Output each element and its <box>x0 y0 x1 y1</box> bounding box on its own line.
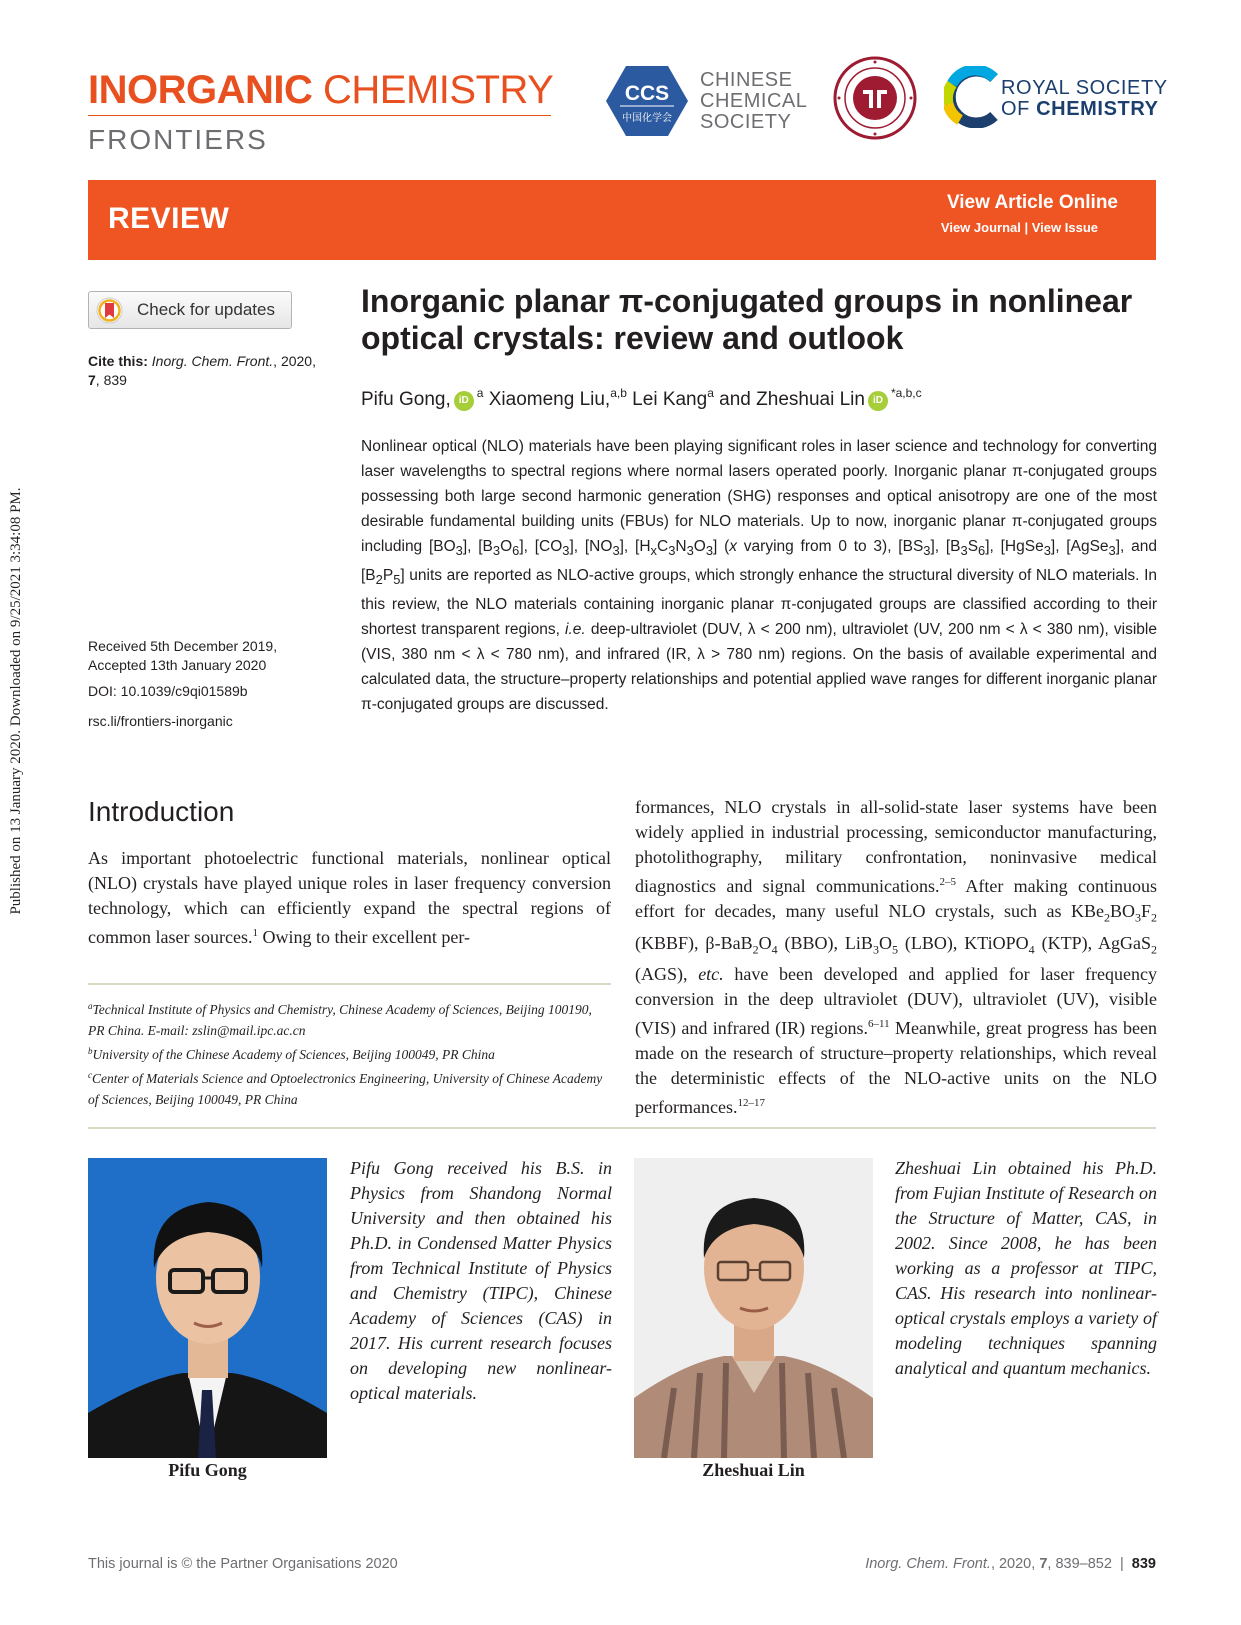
author-gong-affil: a <box>476 386 484 400</box>
affiliation-b <box>88 1041 611 1065</box>
download-stamp: Published on 13 January 2020. Downloaded on 9/25/2021 3:34:08 PM. <box>8 487 24 915</box>
cite-page: , 839 <box>95 372 127 388</box>
citation-ref[interactable]: 12–17 <box>737 1097 765 1110</box>
crossmark-icon <box>96 297 123 324</box>
affiliation-mark: a <box>88 1001 93 1011</box>
abstract-text: P <box>382 567 394 585</box>
article-type-banner <box>88 180 1156 260</box>
view-journal-link[interactable]: View Journal <box>940 220 1021 235</box>
journal-title-light: CHEMISTRY <box>312 68 554 112</box>
ccs-name <box>700 70 807 133</box>
cite-year: , 2020, <box>273 353 316 369</box>
affiliation-text: Technical Institute of Physics and Chemistry, Chinese Academy of Sciences, Beijing 100190, PR China. E-mail: zslin@mail.ipc.ac.cn <box>88 1002 592 1038</box>
body-text: BO <box>1109 901 1135 921</box>
page-footer <box>865 1556 1156 1572</box>
subscript: 2 <box>1151 942 1157 957</box>
subscript: 5 <box>393 572 401 588</box>
subscript: 4 <box>1028 942 1035 957</box>
subscript: 3 <box>872 942 879 957</box>
subscript: 3 <box>923 543 931 559</box>
journal-title-rule <box>88 115 551 116</box>
cite-label: Cite this: <box>88 353 148 369</box>
body-text: After making continuous effort for decades, many useful NLO crystals, such as KBe <box>635 876 1157 921</box>
citation-ref[interactable]: 6–11 <box>868 1018 890 1031</box>
subscript: 3 <box>1043 543 1051 559</box>
ccs-logo-text: CCS <box>624 82 670 105</box>
ccs-logo <box>606 66 688 136</box>
citation-ref[interactable]: 1 <box>252 927 258 939</box>
footer-volume: 7 <box>1039 1556 1048 1572</box>
intro-column-1 <box>88 846 611 950</box>
citation-ref[interactable]: 2–5 <box>939 876 956 888</box>
author-list <box>361 380 1161 413</box>
subscript: 2 <box>752 942 759 957</box>
abstract-text: Nonlinear optical (NLO) materials have been playing significant roles in laser science and technology for converting laser wavelengths to spectral regions where normal lasers operated poorly. Inorganic planar π-conjugated groups possessing both large second harmonic generation (SHG) responses and optical anisotropy are one of the most desirable fundamental building units (FBUs) for NLO materials. Up to now, inorganic planar π-conjugated groups including [BO <box>361 438 1157 555</box>
subscript: 3 <box>455 543 463 559</box>
biography-lin: Zheshuai Lin obtained his Ph.D. from Fujian Institute of Research on the Structure of Matter, CAS, in 2002. Since 2008, he has been working as a professor at TIPC, CAS. His research into nonlinear-optical crystals employs a variety of modeling techniques spanning analytical and quantum mechanics. <box>895 1158 1157 1378</box>
subscript: 6 <box>978 543 986 559</box>
abstract-text: O <box>500 538 513 555</box>
abstract-text: ], [B <box>462 538 493 555</box>
view-article-online-link[interactable]: View Article Online <box>946 192 1118 213</box>
section-heading-introduction: Introduction <box>88 796 235 827</box>
abstract-text: N <box>675 538 687 555</box>
abstract-text: S <box>967 538 979 555</box>
author-kang: Lei Kang <box>626 389 708 410</box>
ccs-logo-subtext: 中国化学会 <box>622 113 672 124</box>
journal-title <box>88 66 553 114</box>
affiliation-a <box>88 996 611 1041</box>
cite-volume: 7 <box>88 372 96 388</box>
italic-text: i.e. <box>565 621 586 639</box>
abstract-text: O <box>693 538 706 555</box>
affiliation-text: Center of Materials Science and Optoelectronics Engineering, University of Chinese Academy of Sciences, Beijing 100049, PR China <box>88 1071 603 1107</box>
subscript: 3 <box>1108 543 1116 559</box>
check-for-updates-button[interactable] <box>88 291 292 329</box>
abstract-text: ] units are reported as NLO-active groups, which strongly enhance the structural diversity of NLO materials. In this review, the NLO materials containing inorganic planar π-conjugated groups are classified according to their shortest transparent regions, <box>361 567 1157 639</box>
subscript: 3 <box>612 543 620 559</box>
banner-links <box>941 220 1098 235</box>
article-history <box>88 637 348 675</box>
body-text: O <box>758 932 772 953</box>
accepted-date: Accepted 13th January 2020 <box>88 657 267 673</box>
affiliations <box>88 996 611 1110</box>
abstract-text: C <box>656 538 669 555</box>
intro-column-2 <box>635 795 1157 1120</box>
photo-caption-lin: Zheshuai Lin <box>702 1460 805 1480</box>
journal-link[interactable]: rsc.li/frontiers-inorganic <box>88 713 233 729</box>
view-issue-link[interactable]: View Issue <box>1031 220 1098 235</box>
subscript: 3 <box>686 543 694 559</box>
subscript: 4 <box>771 942 778 957</box>
biography-gong: Pifu Gong received his B.S. in Physics from Shandong Normal University and then obtained his Ph.D. in Condensed Matter Physics from Technical Institute of Physics and Chemistry (TIPC), Chinese Academy of Sciences (CAS) in 2017. His current research focuses on developing new nonlinear-optical materials. <box>350 1158 612 1403</box>
author-photo-gong <box>88 1158 327 1458</box>
italic-text: x <box>729 538 738 555</box>
body-text: As important photoelectric functional materials, nonlinear optical (NLO) crystals have played unique roles in laser frequency conversion technology, which can efficiently expand the spectral regions of common laser sources. <box>88 848 611 947</box>
rsc-name-line1: ROYAL SOCIETY <box>1001 77 1168 99</box>
subscript: 3 <box>668 543 676 559</box>
rsc-name-line2 <box>1001 99 1168 120</box>
orcid-icon[interactable]: iD <box>454 391 474 411</box>
portrait-illustration <box>634 1158 873 1458</box>
ccs-name-line1: CHINESE <box>700 69 793 91</box>
abstract-text: ] ( <box>713 538 730 555</box>
orcid-icon[interactable]: iD <box>868 391 888 411</box>
biography-divider <box>88 1127 1156 1129</box>
body-text: (LBO), KTiOPO <box>897 932 1029 953</box>
article-type-label: REVIEW <box>108 202 230 235</box>
footer-year: , 2020, <box>990 1556 1040 1572</box>
body-text: F <box>1140 901 1151 921</box>
portrait-illustration <box>88 1158 327 1458</box>
subscript: 5 <box>891 942 898 957</box>
abstract-text: deep-ultraviolet (DUV, λ < 200 nm), ultraviolet (UV, 200 nm < λ < 380 nm), visible (VIS, 380 nm < λ < 780 nm), and infrared (IR, λ > 780 nm) regions. On the basis of available experimental and calculated data, the structure–property relationships and potential applied wave ranges for different inorganic planar π-conjugated groups are discussed. <box>361 621 1157 714</box>
doi[interactable]: DOI: 10.1039/c9qi01589b <box>88 683 248 699</box>
author-liu: Xiaomeng Liu, <box>483 389 611 410</box>
abstract-text: varying from 0 to 3), [BS <box>737 538 924 555</box>
body-text: (KTP), AgGaS <box>1034 932 1151 953</box>
subscript: 3 <box>562 543 570 559</box>
check-for-updates-label: Check for updates <box>137 300 275 319</box>
copyright-footer: This journal is © the Partner Organisations 2020 <box>88 1556 398 1572</box>
peking-university-seal <box>833 56 917 140</box>
affiliation-mark: c <box>88 1070 92 1080</box>
rsc-name <box>1001 78 1168 120</box>
affiliation-c <box>88 1065 611 1110</box>
author-photo-lin <box>634 1158 873 1458</box>
author-kang-affil: a <box>707 386 714 400</box>
photo-caption-gong: Pifu Gong <box>168 1460 247 1480</box>
subscript: 2 <box>375 572 383 588</box>
footer-separator: | <box>1111 1556 1132 1572</box>
body-text: Owing to their excellent per- <box>257 927 471 947</box>
journal-title-bold: INORGANIC <box>88 68 313 112</box>
author-lin-affil: *a,b,c <box>890 386 922 400</box>
subscript: 2 <box>1103 910 1110 925</box>
body-text: Meanwhile, great progress has been made on the research of structure–property relationships, which reveal the deterministic effects of the NLO-active units on the NLO performances. <box>635 1018 1157 1118</box>
rsc-name-chemistry: CHEMISTRY <box>1036 98 1159 120</box>
received-date: Received 5th December 2019, <box>88 638 278 654</box>
body-text: (AGS), <box>635 964 699 985</box>
subscript: 3 <box>492 543 501 559</box>
author-liu-affil: a,b <box>610 386 627 400</box>
article-title: Inorganic planar π-conjugated groups in nonlinear optical crystals: review and outlook <box>361 283 1133 356</box>
affiliation-mark: b <box>88 1046 93 1056</box>
italic-text: etc. <box>698 964 724 985</box>
body-text: (KBBF), β-BaB <box>635 932 753 953</box>
abstract-text: ], and [B <box>361 538 1157 585</box>
author-gong: Pifu Gong, <box>361 389 451 410</box>
rsc-name-of: OF <box>1001 98 1037 120</box>
footer-pages: , 839–852 <box>1047 1556 1112 1572</box>
footnote-divider <box>88 983 611 985</box>
footer-journal: Inorg. Chem. Front. <box>865 1556 991 1572</box>
page-number: 839 <box>1131 1556 1156 1572</box>
abstract-text: ], [HgSe <box>985 538 1044 555</box>
subscript: 3 <box>705 543 714 559</box>
abstract-text: ], [H <box>619 538 651 555</box>
body-text: O <box>878 932 892 953</box>
abstract-text: ], [B <box>930 538 961 555</box>
abstract-text: ], [AgSe <box>1050 538 1109 555</box>
rsc-logo <box>944 66 998 128</box>
banner-link-separator: | <box>1020 220 1032 235</box>
abstract-text: ], [NO <box>569 538 613 555</box>
subscript: x <box>650 543 657 559</box>
journal-subtitle: FRONTIERS <box>88 124 268 155</box>
abstract-text: ], [CO <box>519 538 563 555</box>
body-text: formances, NLO crystals in all-solid-state laser systems have been widely applied in industrial processing, semiconductor manufacturing, photolithography, military confrontation, noninvasive medical diagnostics and signal communications. <box>635 797 1157 896</box>
author-lin: and Zheshuai Lin <box>713 389 865 410</box>
body-text: (BBO), LiB <box>777 932 873 953</box>
affiliation-text: University of the Chinese Academy of Sciences, Beijing 100049, PR China <box>92 1047 495 1062</box>
subscript: 3 <box>1134 910 1141 925</box>
cite-journal: Inorg. Chem. Front. <box>147 353 274 369</box>
subscript: 6 <box>512 543 520 559</box>
citation <box>88 352 348 390</box>
subscript: 3 <box>960 543 968 559</box>
body-text: have been developed and applied for laser frequency conversion in the deep ultraviolet (DUV), ultraviolet (UV), visible (VIS) and infrared (IR) regions. <box>635 964 1157 1039</box>
abstract <box>361 434 1157 717</box>
ccs-name-line2: CHEMICAL <box>700 90 808 112</box>
subscript: 2 <box>1151 910 1157 925</box>
ccs-name-line3: SOCIETY <box>700 111 792 133</box>
